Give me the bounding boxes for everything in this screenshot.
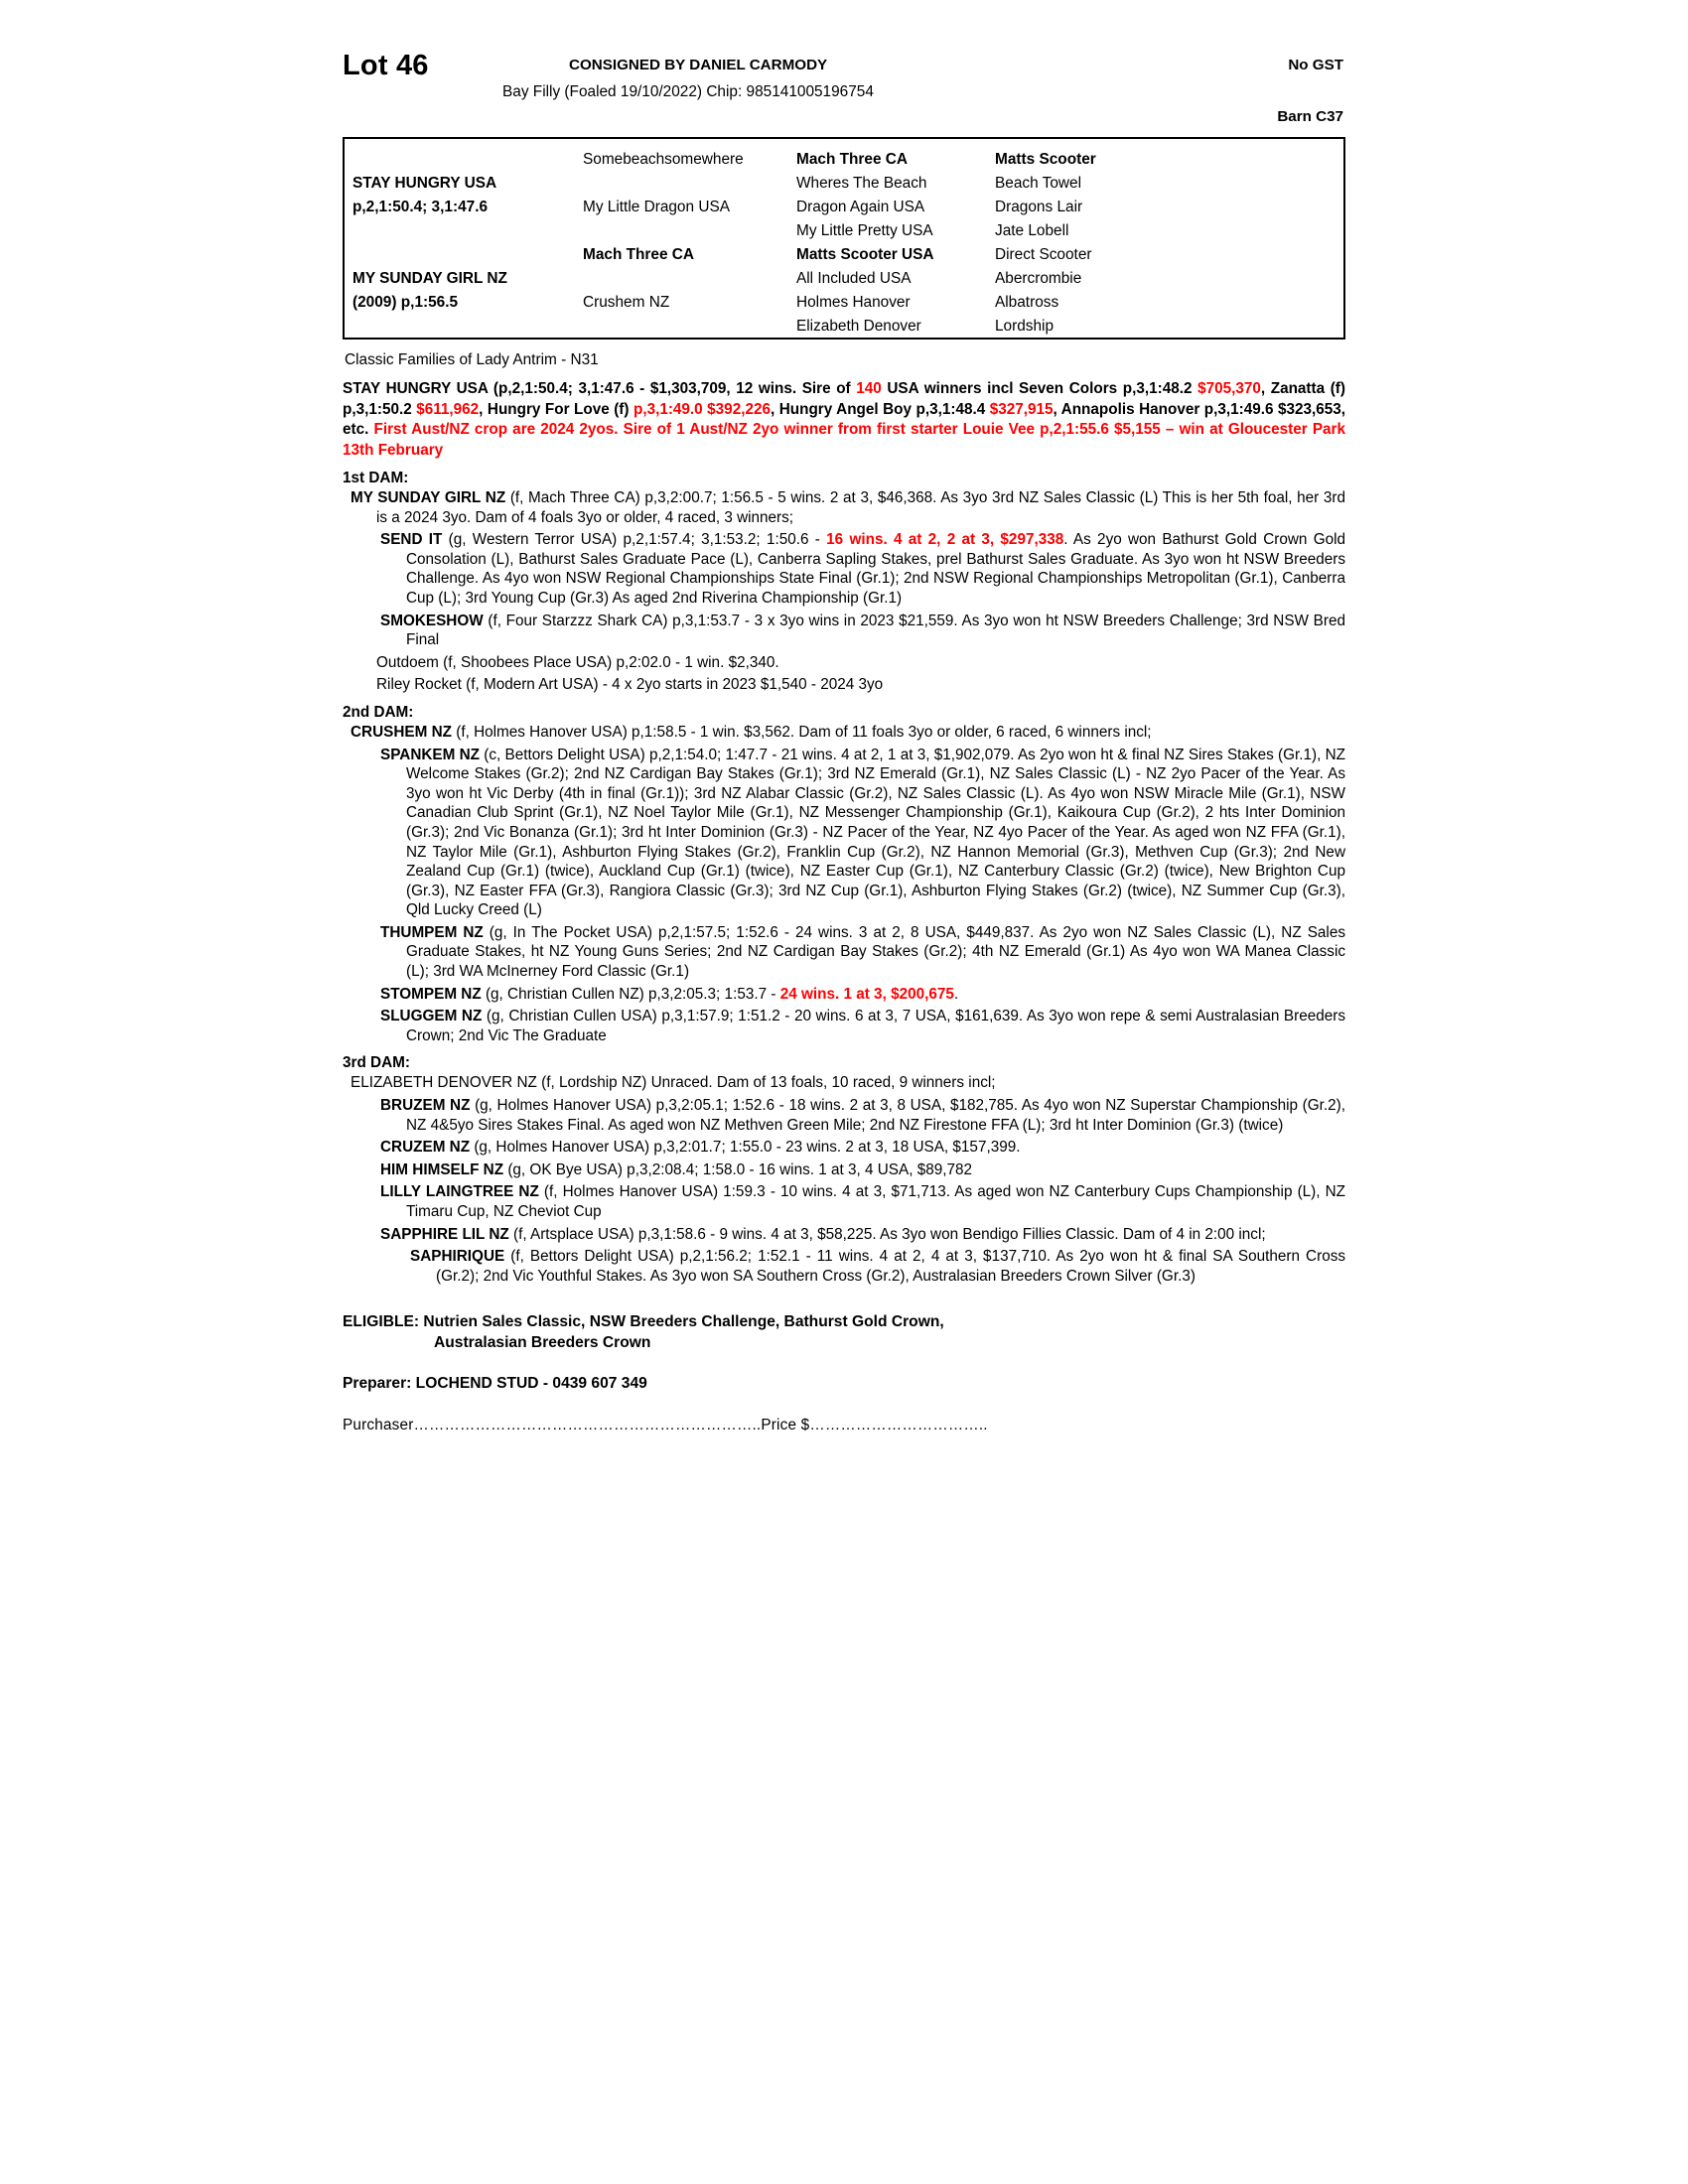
pedigree-col-grandparents <box>583 139 796 338</box>
progeny-red-send-it: 16 wins. 4 at 2, 2 at 3, $297,338 <box>826 531 1064 549</box>
progeny-pre-stompem: (g, Christian Cullen NZ) p,3,2:05.3; 1:53.7 - <box>481 985 780 1003</box>
progeny-entry-send-it <box>343 530 1345 608</box>
sire-summary-red1: 140 <box>856 380 882 397</box>
ggp-2: Wheres The Beach <box>796 175 927 192</box>
third-dam-text: (f, Lordship NZ) Unraced. Dam of 13 foals, 10 raced, 9 winners incl; <box>536 1074 996 1092</box>
eligible-line2: Australasian Breeders Crown <box>434 1334 651 1352</box>
progeny-name-outdoem: Outdoem <box>376 653 439 671</box>
gggp-7: Albatross <box>995 294 1059 311</box>
progeny-name-send-it: SEND IT <box>380 531 443 549</box>
progeny-name-riley-rocket: Riley Rocket <box>376 676 462 694</box>
progeny-entry-sapphire-lil <box>343 1225 1345 1245</box>
progeny-entry-spankem <box>343 746 1345 920</box>
progeny-name-sapphire-lil: SAPPHIRE LIL NZ <box>380 1225 509 1243</box>
second-dam-entry <box>343 723 1345 743</box>
gggp-4: Jate Lobell <box>995 222 1069 239</box>
progeny-text-cruzem: (g, Holmes Hanover USA) p,3,2:01.7; 1:55.0 - 23 wins. 2 at 3, 18 USA, $157,399. <box>470 1139 1021 1157</box>
gggp-5: Direct Scooter <box>995 246 1092 263</box>
progeny-entry-smokeshow <box>343 612 1345 650</box>
preparer-line: Preparer: LOCHEND STUD - 0439 607 349 <box>343 1375 647 1393</box>
progeny-pre-send-it: (g, Western Terror USA) p,2,1:57.4; 3,1:53.2; 1:50.6 - <box>442 531 827 549</box>
progeny-text-thumpem: (g, In The Pocket USA) p,2,1:57.5; 1:52.6 - 24 wins. 3 at 2, 8 USA, $449,837. As 2yo won NZ Sales Classic (L), NZ Sales Graduate Stakes, ht NZ Young Guns Series; 2nd NZ Cardigan Bay Stakes (Gr.2); 4th NZ Emerald (Gr.1) As 4yo won WA Manea Classic (L); 3rd WA McInerney Ford Classic (Gr.1) <box>406 923 1345 981</box>
second-dam-text: (f, Holmes Hanover USA) p,1:58.5 - 1 win. $3,562. Dam of 11 foals 3yo or older, 6 raced, 6 winners incl; <box>451 723 1152 741</box>
sire-summary-part4: , Hungry For Love (f) <box>479 400 633 418</box>
lot-number: Lot 46 <box>343 50 429 81</box>
gggp-8: Lordship <box>995 318 1055 335</box>
sheet <box>343 44 1345 1434</box>
eligible-line1: ELIGIBLE: Nutrien Sales Classic, NSW Breeders Challenge, Bathurst Gold Crown, <box>343 1313 944 1331</box>
horse-description: Bay Filly (Foaled 19/10/2022) Chip: 985141005196754 <box>502 83 874 100</box>
progeny-entry-him-himself <box>343 1160 1345 1180</box>
gggp-2: Beach Towel <box>995 175 1081 192</box>
progeny-text-spankem: (c, Bettors Delight USA) p,2,1:54.0; 1:47.7 - 21 wins. 4 at 2, 1 at 3, $1,902,079. As 2yo won ht & final NZ Sires Stakes (Gr.1), NZ Welcome Stakes (Gr.2); 2nd NZ Cardigan Bay Stakes (Gr.1); 3rd NZ Emerald (Gr.1), NZ Sales Classic (L) - NZ 2yo Pacer of the Year. As 3yo won ht Vic Derby (4th in final (Gr.1)); 3rd NZ Alabar Classic (Gr.2), NZ Sales Classic (L). As 4yo won NSW Miracle Mile (Gr.1), NSW Canadian Club Sprint (Gr.1), NZ Noel Taylor Mile (Gr.1), NZ Messenger Championship (Gr.1), Kaikoura Cup (Gr.2), 2 hts Inter Dominion (Gr.3); 2nd Vic Bonanza (Gr.1); 3rd ht Inter Dominion (Gr.3) - NZ Pacer of the Year, NZ 4yo Pacer of the Year. As aged won NZ FFA (Gr.1), NZ Taylor Mile (Gr.1), Ashburton Flying Stakes (Gr.2), Franklin Cup (Gr.2), NZ Hannon Memorial (Gr.3), Methven Cup (Gr.3); 2nd New Zealand Cup (Gr.1) (twice), Auckland Cup (Gr.1) (twice), NZ Easter Cup (Gr.1), NZ Canterbury Classic (Gr.2) (twice), New Brighton Cup (Gr.3), NZ Easter FFA (Gr.3), Rangiora Classic (Gr.3); 3rd NZ Cup (Gr.1), Ashburton Flying Stakes (Gr.2) (twice), NZ Summer Cup (Gr.3), Qld Lucky Creed (L) <box>406 746 1345 919</box>
sire-summary-red6: First Aust/NZ crop are 2024 2yos. Sire of 1 Aust/NZ 2yo winner from first starter Louie Vee p,2,1:55.6 $5,155 – win at Gloucester Park 13th February <box>343 421 1346 459</box>
first-dam-name: MY SUNDAY GIRL NZ <box>351 489 506 506</box>
sire-summary-part5: , Hungry Angel Boy p,3,1:48.4 <box>770 400 990 418</box>
third-dam-name: ELIZABETH DENOVER NZ <box>351 1074 537 1092</box>
first-dam-text: (f, Mach Three CA) p,3,2:00.7; 1:56.5 - 5 wins. 2 at 3, $46,368. As 3yo 3rd NZ Sales Classic (L) This is her 5th foal, her 3rd is a 2024 3yo. Dam of 4 foals 3yo or older, 4 raced, 3 winners; <box>376 489 1345 526</box>
progeny-text-riley-rocket: (f, Modern Art USA) - 4 x 2yo starts in 2023 $1,540 - 2024 3yo <box>461 676 884 694</box>
progeny-name-cruzem: CRUZEM NZ <box>380 1139 471 1157</box>
pedigree-table <box>343 137 1345 340</box>
grandsire-2: My Little Dragon USA <box>583 199 730 215</box>
progeny-name-him-himself: HIM HIMSELF NZ <box>380 1160 504 1178</box>
progeny-post-stompem: . <box>953 985 959 1003</box>
gggp-1: Matts Scooter <box>995 151 1096 168</box>
ggp-6: All Included USA <box>796 270 912 287</box>
progeny-name-stompem: STOMPEM NZ <box>380 985 482 1003</box>
eligible-block <box>343 1311 1345 1353</box>
progeny-entry-saphirique <box>343 1247 1345 1286</box>
progeny-red-stompem: 24 wins. 1 at 3, $200,675 <box>779 985 954 1003</box>
sire-summary-part1: STAY HUNGRY USA (p,2,1:50.4; 3,1:47.6 - $1,303,709, 12 wins. Sire of <box>343 380 857 397</box>
sire-summary-red5: $327,915 <box>989 400 1054 418</box>
first-dam-entry <box>343 488 1345 527</box>
progeny-entry-stompem <box>343 985 1345 1005</box>
ggp-3: Dragon Again USA <box>796 199 925 215</box>
gst-label: No GST <box>1288 57 1343 73</box>
second-dam-heading: 2nd DAM: <box>343 703 414 721</box>
third-dam-entry <box>343 1073 1345 1093</box>
pedigree-col-greatgrandparents <box>796 139 995 338</box>
progeny-name-thumpem: THUMPEM NZ <box>380 923 484 941</box>
pedigree-col-parents <box>345 139 583 338</box>
sire-summary-red2: $705,370 <box>1197 380 1261 397</box>
progeny-entry-cruzem <box>343 1138 1345 1158</box>
progeny-name-sluggem: SLUGGEM NZ <box>380 1008 483 1025</box>
sire-summary-part3: , Zanatta (f) p,3,1:50.2 <box>343 380 1345 418</box>
dam-name: MY SUNDAY GIRL NZ <box>352 270 507 287</box>
sire-summary-red4: p,3,1:49.0 $392,226 <box>633 400 771 418</box>
progeny-entry-sluggem <box>343 1007 1345 1045</box>
sire-record: p,2,1:50.4; 3,1:47.6 <box>352 199 489 215</box>
grandsire-1: Somebeachsomewhere <box>583 151 744 168</box>
progeny-name-bruzem: BRUZEM NZ <box>380 1097 471 1115</box>
grandsire-4: Crushem NZ <box>583 294 670 311</box>
sire-summary-part2: USA winners incl Seven Colors p,3,1:48.2 <box>881 380 1198 397</box>
progeny-name-lilly-laingtree: LILLY LAINGTREE NZ <box>380 1183 539 1201</box>
pedigree-col-gggrandparents <box>995 139 1194 338</box>
progeny-post-send-it: . As 2yo won Bathurst Gold Crown Gold Consolation (L), Bathurst Sales Graduate Pace (L), Canberra Sapling Stakes, prel Bathurst Sales Graduate. As 3yo won ht NSW Breeders Challenge. As 4yo won NSW Regional Championships State Final (Gr.1); 2nd NSW Regional Championships Metropolitan (Gr.1), Canberra Cup (L); 3rd Young Cup (Gr.3) As aged 2nd Riverina Championship (Gr.1) <box>406 531 1346 607</box>
page-header <box>343 44 1345 125</box>
progeny-entry-bruzem <box>343 1096 1345 1135</box>
progeny-text-outdoem: (f, Shoobees Place USA) p,2:02.0 - 1 win. $2,340. <box>438 653 779 671</box>
gggp-6: Abercrombie <box>995 270 1082 287</box>
progeny-text-sapphire-lil: (f, Artsplace USA) p,3,1:58.6 - 9 wins. 4 at 3, $58,225. As 3yo won Bendigo Fillies Classic. Dam of 4 in 2:00 incl; <box>508 1225 1266 1243</box>
progeny-text-smokeshow: (f, Four Starzzz Shark CA) p,3,1:53.7 - 3 x 3yo wins in 2023 $21,559. As 3yo won ht NSW Breeders Challenge; 3rd NSW Bred Final <box>406 612 1345 649</box>
barn-label: Barn C37 <box>1277 108 1343 125</box>
progeny-entry-outdoem <box>343 653 1345 673</box>
ggp-7: Holmes Hanover <box>796 294 911 311</box>
grandsire-3: Mach Three CA <box>583 246 695 263</box>
ggp-1: Mach Three CA <box>796 151 909 168</box>
progeny-name-smokeshow: SMOKESHOW <box>380 612 484 629</box>
progeny-entry-lilly-laingtree <box>343 1182 1345 1221</box>
progeny-text-him-himself: (g, OK Bye USA) p,3,2:08.4; 1:58.0 - 16 wins. 1 at 3, 4 USA, $89,782 <box>503 1160 972 1178</box>
dam-record: (2009) p,1:56.5 <box>352 294 459 311</box>
classic-families-line: Classic Families of Lady Antrim - N31 <box>345 351 599 368</box>
third-dam-heading: 3rd DAM: <box>343 1054 410 1072</box>
progeny-name-saphirique: SAPHIRIQUE <box>410 1248 505 1266</box>
ggp-4: My Little Pretty USA <box>796 222 933 239</box>
progeny-text-saphirique: (f, Bettors Delight USA) p,2,1:56.2; 1:52.1 - 11 wins. 4 at 2, 4 at 3, $137,710. As 2yo won ht & final SA Southern Cross (Gr.2); 2nd Vic Youthful Stakes. As 3yo won SA Southern Cross (Gr.2), Australasian Breeders Crown Silver (Gr.3) <box>436 1248 1345 1285</box>
progeny-text-sluggem: (g, Christian Cullen USA) p,3,1:57.9; 1:51.2 - 20 wins. 6 at 3, 7 USA, $161,639. As 3yo won repe & semi Australasian Breeders Crown; 2nd Vic The Graduate <box>406 1008 1345 1044</box>
gggp-3: Dragons Lair <box>995 199 1083 215</box>
sire-summary-red3: $611,962 <box>416 400 480 418</box>
ggp-8: Elizabeth Denover <box>796 318 921 335</box>
sire-name: STAY HUNGRY USA <box>352 175 497 192</box>
consignor-label: CONSIGNED BY DANIEL CARMODY <box>569 57 828 73</box>
progeny-entry-thumpem <box>343 923 1345 982</box>
sire-summary-part6: , Annapolis Hanover p,3,1:49.6 $323,653, etc. <box>343 400 1346 438</box>
progeny-entry-riley-rocket <box>343 675 1345 695</box>
progeny-name-spankem: SPANKEM NZ <box>380 746 481 763</box>
progeny-text-lilly-laingtree: (f, Holmes Hanover USA) 1:59.3 - 10 wins. 4 at 3, $71,713. As aged won NZ Canterbury Cups Championship (L), NZ Timaru Cup, NZ Cheviot Cup <box>406 1183 1346 1220</box>
second-dam-name: CRUSHEM NZ <box>351 723 452 741</box>
first-dam-heading: 1st DAM: <box>343 470 409 486</box>
purchaser-line: Purchaser…………………………………………………………..Price $…………………………….. <box>343 1417 988 1434</box>
ggp-5: Matts Scooter USA <box>796 246 934 263</box>
sire-summary <box>343 379 1345 461</box>
progeny-text-bruzem: (g, Holmes Hanover USA) p,3,2:05.1; 1:52.6 - 18 wins. 2 at 3, 8 USA, $182,785. As 4yo won NZ Superstar Championship (Gr.2), NZ 4&5yo Sires Stakes Final. As aged won NZ Methven Green Mile; 2nd NZ Firestone FFA (L); 3rd ht Inter Dominion (Gr.3) (twice) <box>406 1097 1345 1134</box>
